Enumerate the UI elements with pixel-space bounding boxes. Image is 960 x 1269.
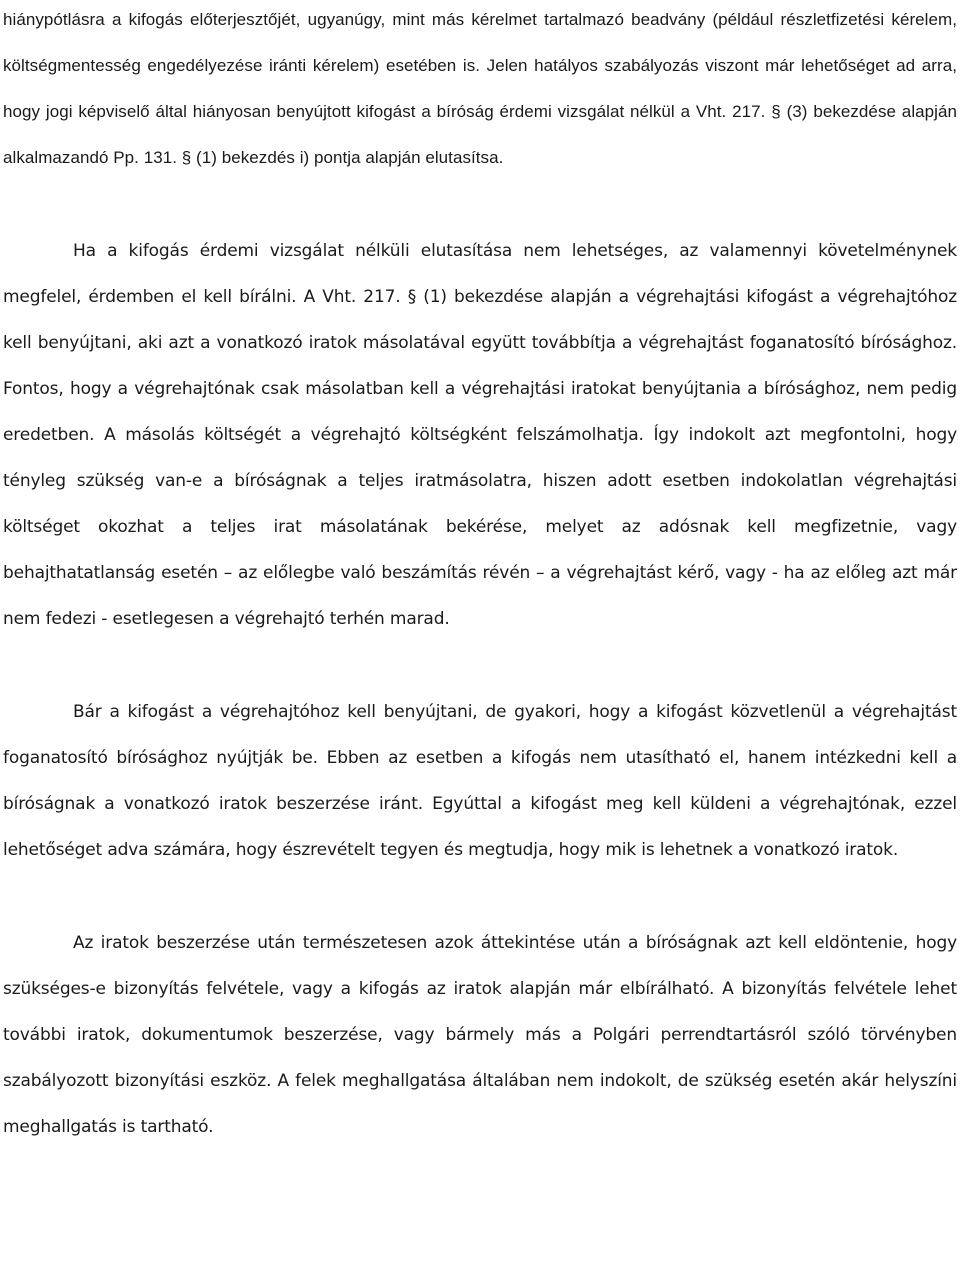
paragraph-gap <box>3 642 957 689</box>
paragraph-3: Bár a kifogást a végrehajtóhoz kell benyújtani, de gyakori, hogy a kifogást közvetlenül a végrehajtást foganatosító bírósághoz nyújtják be. Ebben az esetben a kifogás nem utasítható el, hanem intézkedni kell a bíróságnak a vonatkozó iratok beszerzése iránt. Egyúttal a kifogást meg kell küldeni a végrehajtónak, ezzel lehetőséget adva számára, hogy észrevételt tegyen és megtudja, hogy mik is lehetnek a vonatkozó iratok. <box>3 702 957 860</box>
paragraph-4: Az iratok beszerzése után természetesen azok áttekintése után a bíróságnak azt kell eldöntenie, hogy szükséges-e bizonyítás felvétele, vagy a kifogás az iratok alapján már elbírálható. A bizonyítás felvétele lehet további iratok, dokumentumok beszerzése, vagy bármely más a Polgári perrendtartásról szóló törvényben szabályozott bizonyítási eszköz. A felek meghallgatása általában nem indokolt, de szükség esetén akár helyszíni meghallgatás is tartható. <box>3 933 957 1137</box>
document-page <box>3 0 957 1150</box>
paragraph-continuation: hiánypótlásra a kifogás előterjesztőjét, ugyanúgy, mint más kérelmet tartalmazó beadvány (például részletfizetési kérelem, költségmentesség engedélyezése iránti kérelem) esetében is. Jelen hatályos szabályozás viszont már lehetőséget ad arra, hogy jogi képviselő által hiányosan benyújtott kifogást a bíróság érdemi vizsgálat nélkül a Vht. 217. § (3) bekezdése alapján alkalmazandó Pp. 131. § (1) bekezdés i) pontja alapján elutasítsa. <box>3 10 957 167</box>
paragraph-2: Ha a kifogás érdemi vizsgálat nélküli elutasítása nem lehetséges, az valamennyi követelménynek megfelel, érdemben el kell bírálni. A Vht. 217. § (1) bekezdése alapján a végrehajtási kifogást a végrehajtóhoz kell benyújtani, aki azt a vonatkozó iratok másolatával együtt továbbítja a végrehajtást foganatosító bírósághoz. Fontos, hogy a végrehajtónak csak másolatban kell a végrehajtási iratokat benyújtania a bírósághoz, nem pedig eredetben. A másolás költségét a végrehajtó költségként felszámolhatja. Így indokolt azt megfontolni, hogy tényleg szükség van-e a bíróságnak a teljes iratmásolatra, hiszen adott esetben indokolatlan végrehajtási költséget okozhat a teljes irat másolatának bekérése, melyet az adósnak kell megfizetnie, vagy behajthatatlanság esetén – az előlegbe való beszámítás révén – a végrehajtást kérő, vagy - ha az előleg azt már nem fedezi - esetlegesen a végrehajtó terhén marad. <box>3 241 957 629</box>
paragraph-gap <box>3 181 957 228</box>
paragraph-gap <box>3 873 957 920</box>
